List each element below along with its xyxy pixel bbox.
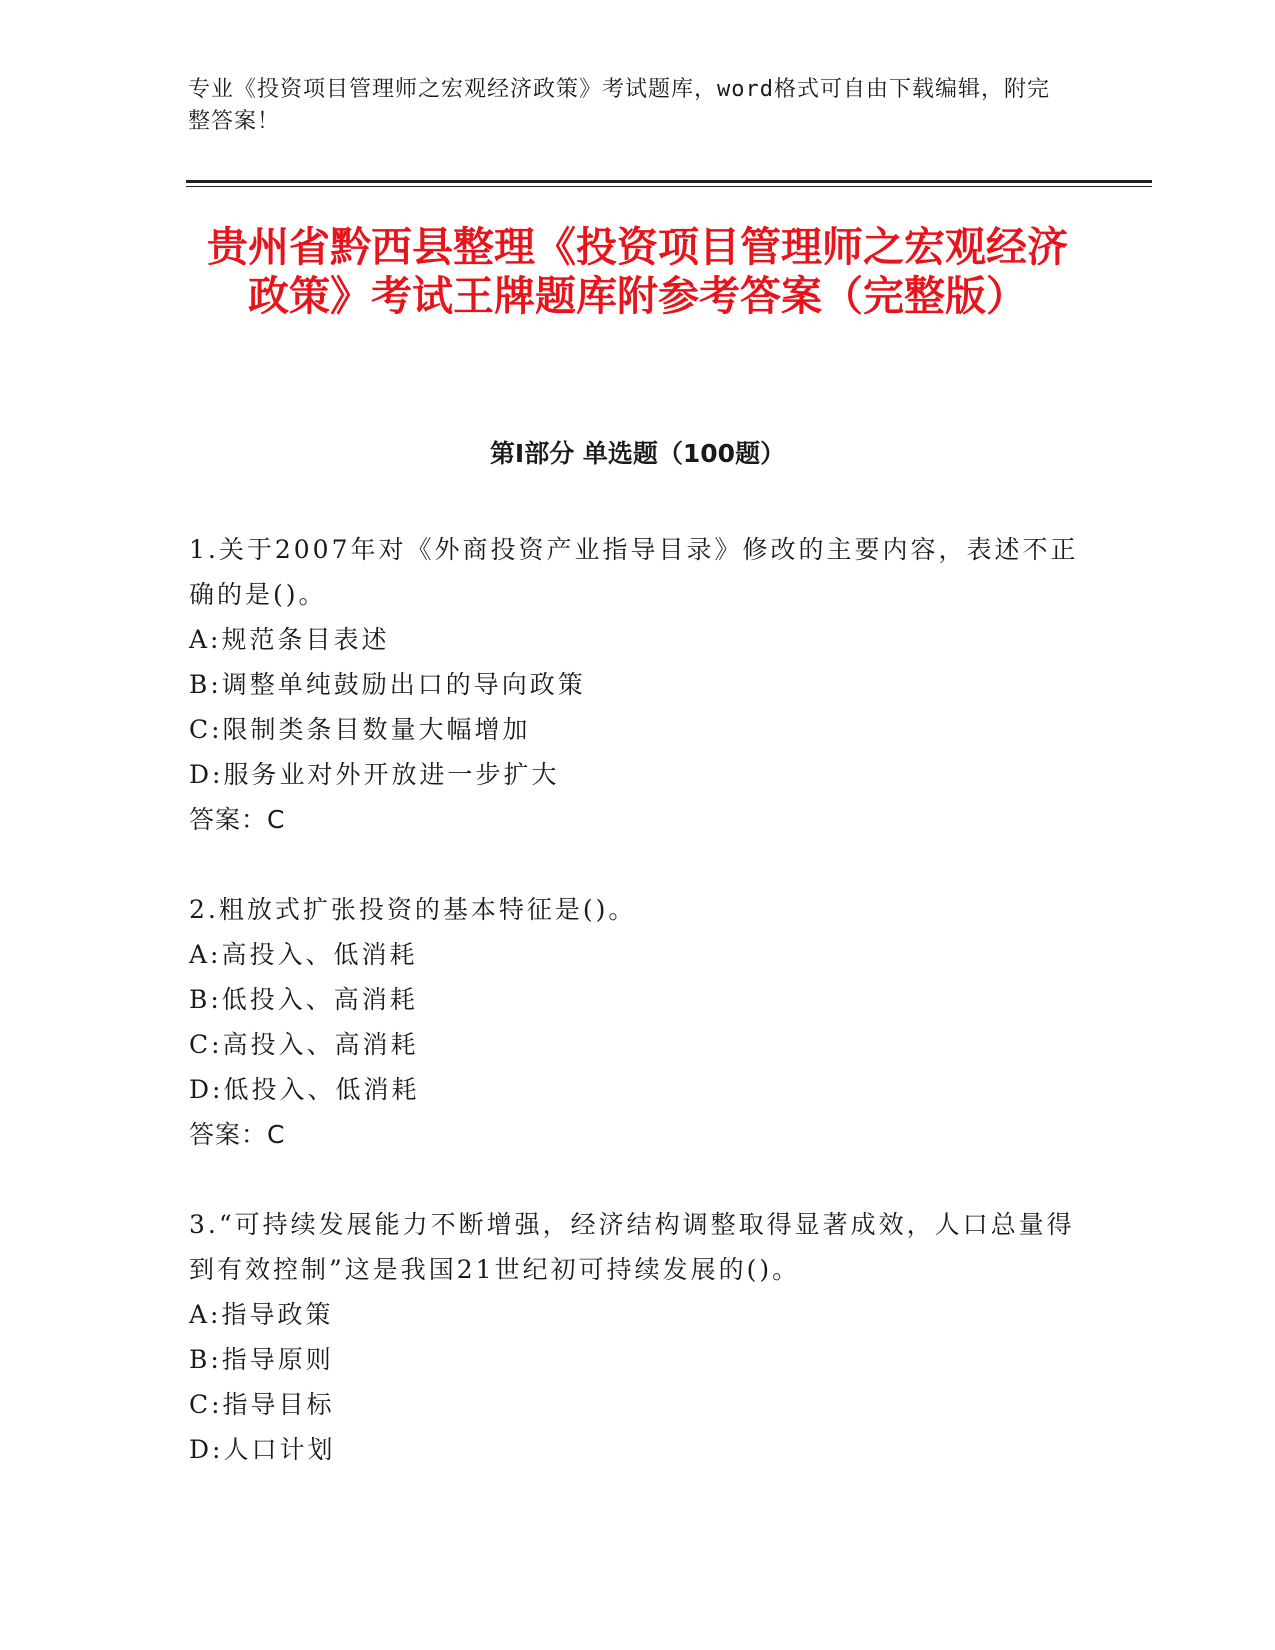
option-a: A:高投入、低消耗 — [189, 940, 418, 969]
question-2 — [189, 887, 1079, 1158]
header-divider-thin — [186, 186, 1152, 187]
option-c: C:高投入、高消耗 — [189, 1030, 419, 1059]
option-d: D:低投入、低消耗 — [189, 1075, 420, 1104]
answer: 答案：C — [189, 805, 286, 834]
question-stem: 2.粗放式扩张投资的基本特征是()。 — [189, 895, 637, 924]
header-divider-thick — [186, 180, 1152, 183]
document-title: 贵州省黔西县整理《投资项目管理师之宏观经济政策》考试王牌题库附参考答案（完整版） — [207, 223, 1068, 320]
option-c: C:限制类条目数量大幅增加 — [189, 715, 531, 744]
question-1 — [189, 527, 1079, 843]
option-b: B:指导原则 — [189, 1345, 334, 1374]
section-title: 第Ⅰ部分 单选题（100题） — [489, 439, 786, 468]
option-d: D:服务业对外开放进一步扩大 — [189, 760, 560, 789]
option-d: D:人口计划 — [189, 1435, 336, 1464]
question-stem: 1.关于2007年对《外商投资产业指导目录》修改的主要内容，表述不正确的是()。 — [189, 535, 1079, 609]
option-c: C:指导目标 — [189, 1390, 335, 1419]
question-stem: 3.“可持续发展能力不断增强，经济结构调整取得显著成效，人口总量得到有效控制”这是我国21世纪初可持续发展的()。 — [189, 1210, 1075, 1284]
option-b: B:调整单纯鼓励出口的导向政策 — [189, 670, 586, 699]
question-3 — [189, 1202, 1079, 1472]
header-note: 专业《投资项目管理师之宏观经济政策》考试题库，word格式可自由下载编辑，附完整答案！ — [188, 77, 1050, 134]
option-b: B:低投入、高消耗 — [189, 985, 418, 1014]
option-a: A:指导政策 — [189, 1300, 334, 1329]
question-list — [189, 527, 1079, 1516]
answer: 答案：C — [189, 1120, 286, 1149]
option-a: A:规范条目表述 — [189, 625, 390, 654]
